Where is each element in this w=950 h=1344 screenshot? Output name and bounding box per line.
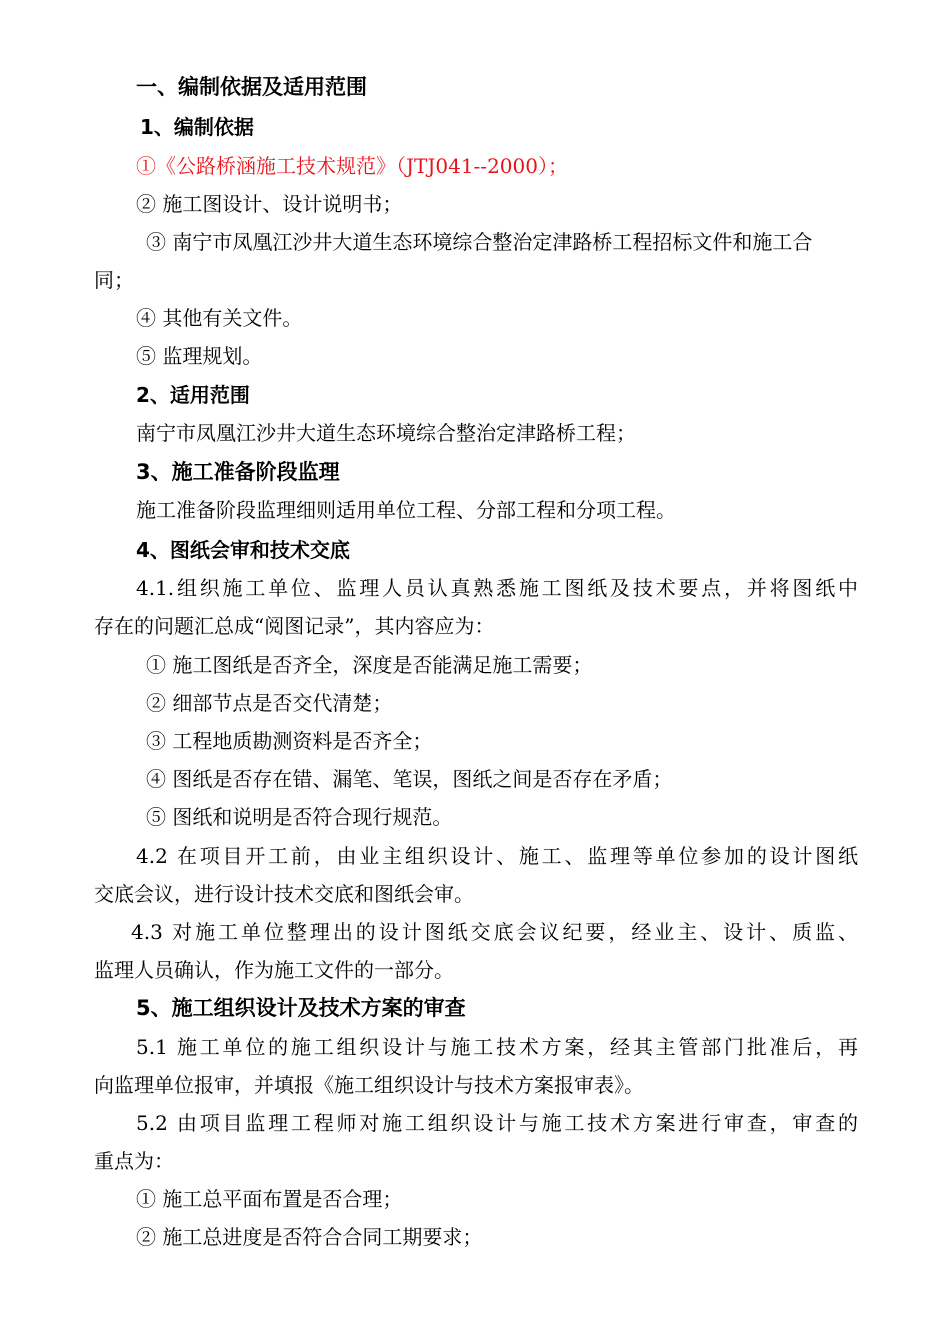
- para-4-1-line2: 存在的问题汇总成“阅图记录”，其内容应为：: [94, 614, 495, 638]
- focus-item-1: ① 施工总平面布置是否合理；: [136, 1187, 403, 1211]
- review-item-4: ④ 图纸是否存在错、漏笔、笔误，图纸之间是否存在矛盾；: [146, 767, 673, 791]
- para-4-1-line1: 4.1.组织施工单位、监理人员认真熟悉施工图纸及技术要点，并将图纸中: [136, 576, 858, 600]
- basis-item-5: ⑤ 监理规划。: [136, 344, 263, 368]
- para-5-2-line1: 5.2 由项目监理工程师对施工组织设计与施工技术方案进行审查，审查的: [136, 1111, 858, 1135]
- section-title: 一、编制依据及适用范围: [136, 75, 367, 99]
- para-5-2-line2: 重点为：: [94, 1149, 174, 1173]
- drawing-review-heading: 4、图纸会审和技术交底: [136, 538, 350, 562]
- basis-heading: 1、编制依据: [140, 115, 254, 139]
- para-4-2-line1: 4.2 在项目开工前，由业主组织设计、施工、监理等单位参加的设计图纸: [136, 844, 858, 868]
- basis-item-2: ② 施工图设计、设计说明书；: [136, 192, 403, 216]
- review-item-1: ① 施工图纸是否齐全，深度是否能满足施工需要；: [146, 653, 593, 677]
- basis-item-3-cont: 同；: [94, 268, 134, 292]
- para-4-3-line1: 4.3 对施工单位整理出的设计图纸交底会议纪要，经业主、设计、质监、: [131, 920, 858, 944]
- scope-text: 南宁市凤凰江沙井大道生态环境综合整治定津路桥工程；: [136, 421, 636, 445]
- para-4-3-line2: 监理人员确认，作为施工文件的一部分。: [94, 958, 454, 982]
- basis-item-3: ③ 南宁市凤凰江沙井大道生态环境综合整治定津路桥工程招标文件和施工合: [146, 230, 813, 254]
- review-item-5: ⑤ 图纸和说明是否符合现行规范。: [146, 805, 453, 829]
- plan-review-heading: 5、施工组织设计及技术方案的审查: [136, 996, 466, 1020]
- review-item-3: ③ 工程地质勘测资料是否齐全；: [146, 729, 433, 753]
- para-5-1-line1: 5.1 施工单位的施工组织设计与施工技术方案，经其主管部门批准后，再: [136, 1035, 858, 1059]
- prep-text: 施工准备阶段监理细则适用单位工程、分部工程和分项工程。: [136, 498, 676, 522]
- basis-item-1: ①《公路桥涵施工技术规范》（JTJ041--2000）；: [136, 154, 568, 178]
- para-5-1-line2: 向监理单位报审，并填报《施工组织设计与技术方案报审表》。: [94, 1073, 644, 1097]
- prep-heading: 3、施工准备阶段监理: [136, 460, 340, 484]
- focus-item-2: ② 施工总进度是否符合合同工期要求；: [136, 1225, 483, 1249]
- review-item-2: ② 细部节点是否交代清楚；: [146, 691, 393, 715]
- basis-item-4: ④ 其他有关文件。: [136, 306, 303, 330]
- para-4-2-line2: 交底会议，进行设计技术交底和图纸会审。: [94, 882, 474, 906]
- scope-heading: 2、适用范围: [136, 383, 250, 407]
